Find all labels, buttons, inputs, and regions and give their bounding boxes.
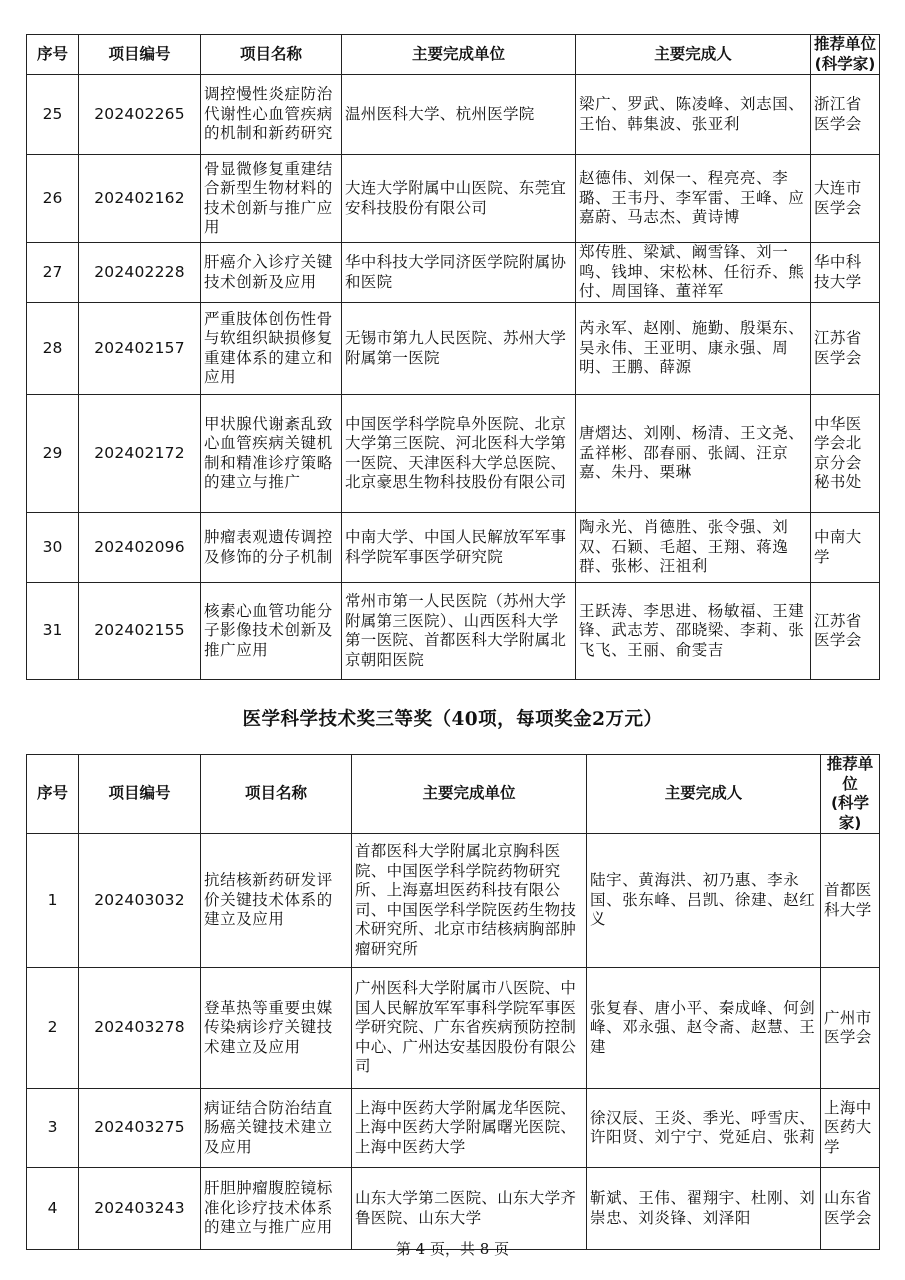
row-no: 2 [27, 968, 79, 1089]
row-unit: 中南大学、中国人民解放军军事科学院军事医学研究院 [342, 513, 576, 583]
table-row [27, 513, 880, 583]
row-code: 202402096 [79, 513, 201, 583]
row-people: 徐汉辰、王炎、季光、呼雪庆、许阳贤、刘宁宁、党延启、张莉 [587, 1089, 821, 1168]
row-code: 202403275 [79, 1089, 201, 1168]
row-no: 25 [27, 75, 79, 155]
row-name: 肝癌介入诊疗关键技术创新及应用 [201, 243, 342, 303]
award-table-third-class [26, 754, 880, 1250]
table-row [27, 834, 880, 968]
row-recommender: 中华医学会北京分会秘书处 [811, 395, 880, 513]
row-unit: 华中科技大学同济医学院附属协和医院 [342, 243, 576, 303]
row-unit: 大连大学附属中山医院、东莞宜安科技股份有限公司 [342, 155, 576, 243]
row-no: 4 [27, 1168, 79, 1250]
header-no: 序号 [27, 35, 79, 75]
row-people: 赵德伟、刘保一、程亮亮、李璐、王韦丹、李军雷、王峰、应嘉蔚、马志杰、黄诗博 [576, 155, 811, 243]
row-code: 202403243 [79, 1168, 201, 1250]
row-name: 调控慢性炎症防治代谢性心血管疾病的机制和新药研究 [201, 75, 342, 155]
row-no: 26 [27, 155, 79, 243]
row-unit: 中国医学科学院阜外医院、北京大学第三医院、河北医科大学第一医院、天津医科大学总医院、北京豪思生物科技股份有限公司 [342, 395, 576, 513]
header-name: 项目名称 [201, 35, 342, 75]
row-name: 甲状腺代谢紊乱致心血管疾病关键机制和精准诊疗策略的建立与推广 [201, 395, 342, 513]
row-code: 202403032 [79, 834, 201, 968]
header-recommender: 推荐单位 (科学家) [821, 755, 880, 834]
header-unit: 主要完成单位 [352, 755, 587, 834]
row-no: 31 [27, 583, 79, 680]
row-recommender: 江苏省医学会 [811, 583, 880, 680]
row-recommender: 江苏省医学会 [811, 303, 880, 395]
row-code: 202402172 [79, 395, 201, 513]
row-name: 病证结合防治结直肠癌关键技术建立及应用 [201, 1089, 352, 1168]
table-row [27, 243, 880, 303]
row-people: 王跃涛、李思进、杨敏福、王建锋、武志芳、邵晓梁、李莉、张飞飞、王丽、俞雯吉 [576, 583, 811, 680]
header-unit: 主要完成单位 [342, 35, 576, 75]
row-code: 202403278 [79, 968, 201, 1089]
row-code: 202402157 [79, 303, 201, 395]
row-people: 芮永军、赵刚、施勤、殷渠东、吴永伟、王亚明、康永强、周明、王鹏、薛源 [576, 303, 811, 395]
row-code: 202402265 [79, 75, 201, 155]
table-row [27, 75, 880, 155]
row-no: 3 [27, 1089, 79, 1168]
table-header-row [27, 35, 880, 75]
row-no: 30 [27, 513, 79, 583]
row-name: 骨显微修复重建结合新型生物材料的技术创新与推广应用 [201, 155, 342, 243]
row-no: 1 [27, 834, 79, 968]
row-people: 靳斌、王伟、翟翔宇、杜刚、刘崇忠、刘炎锋、刘泽阳 [587, 1168, 821, 1250]
row-name: 肿瘤表观遗传调控及修饰的分子机制 [201, 513, 342, 583]
row-name: 抗结核新药研发评价关键技术体系的建立及应用 [201, 834, 352, 968]
row-people: 陆宇、黄海洪、初乃惠、李永国、张东峰、吕凯、徐建、赵红义 [587, 834, 821, 968]
row-name: 肝胆肿瘤腹腔镜标准化诊疗技术体系的建立与推广应用 [201, 1168, 352, 1250]
row-code: 202402162 [79, 155, 201, 243]
page-footer: 第 4 页，共 8 页 [395, 1240, 510, 1258]
table-row [27, 583, 880, 680]
row-people: 唐熠达、刘刚、杨清、王文尧、孟祥彬、邵春丽、张阔、汪京嘉、朱丹、栗琳 [576, 395, 811, 513]
table-row [27, 303, 880, 395]
row-recommender: 山东省医学会 [821, 1168, 880, 1250]
award-table-second-class [26, 34, 880, 680]
row-no: 27 [27, 243, 79, 303]
row-name: 登革热等重要虫媒传染病诊疗关键技术建立及应用 [201, 968, 352, 1089]
header-no: 序号 [27, 755, 79, 834]
table-row [27, 155, 880, 243]
row-unit: 上海中医药大学附属龙华医院、上海中医药大学附属曙光医院、上海中医药大学 [352, 1089, 587, 1168]
row-no: 29 [27, 395, 79, 513]
row-people: 张复春、唐小平、秦成峰、何剑峰、邓永强、赵令斋、赵慧、王建 [587, 968, 821, 1089]
header-code: 项目编号 [79, 35, 201, 75]
row-recommender: 浙江省医学会 [811, 75, 880, 155]
row-recommender: 大连市医学会 [811, 155, 880, 243]
header-recommender: 推荐单位 (科学家) [811, 35, 880, 75]
row-recommender: 广州市医学会 [821, 968, 880, 1089]
row-code: 202402228 [79, 243, 201, 303]
header-people: 主要完成人 [587, 755, 821, 834]
row-recommender: 首都医科大学 [821, 834, 880, 968]
row-people: 郑传胜、梁斌、阚雪锋、刘一鸣、钱坤、宋松林、任衍乔、熊付、周国锋、董祥军 [576, 243, 811, 303]
table-row [27, 968, 880, 1089]
row-people: 陶永光、肖德胜、张令强、刘双、石颖、毛超、王翔、蒋逸群、张彬、汪祖利 [576, 513, 811, 583]
row-unit: 常州市第一人民医院（苏州大学附属第三医院）、山西医科大学第一医院、首都医科大学附属北京朝阳医院 [342, 583, 576, 680]
row-name: 核素心血管功能分子影像技术创新及推广应用 [201, 583, 342, 680]
row-recommender: 上海中医药大学 [821, 1089, 880, 1168]
row-people: 梁广、罗武、陈凌峰、刘志国、王怡、韩集波、张亚利 [576, 75, 811, 155]
row-name: 严重肢体创伤性骨与软组织缺损修复重建体系的建立和应用 [201, 303, 342, 395]
row-unit: 温州医科大学、杭州医学院 [342, 75, 576, 155]
row-code: 202402155 [79, 583, 201, 680]
header-name: 项目名称 [201, 755, 352, 834]
header-people: 主要完成人 [576, 35, 811, 75]
row-unit: 山东大学第二医院、山东大学齐鲁医院、山东大学 [352, 1168, 587, 1250]
row-unit: 无锡市第九人民医院、苏州大学附属第一医院 [342, 303, 576, 395]
table-row [27, 1089, 880, 1168]
row-unit: 广州医科大学附属市八医院、中国人民解放军军事科学院军事医学研究院、广东省疾病预防控制中心、广州达安基因股份有限公司 [352, 968, 587, 1089]
table-row [27, 395, 880, 513]
section-title: 医学科学技术奖三等奖（40项，每项奖金2万元） [242, 709, 663, 730]
row-unit: 首都医科大学附属北京胸科医院、中国医学科学院药物研究所、上海嘉坦医药科技有限公司、中国医学科学院医药生物技术研究所、北京市结核病胸部肿瘤研究所 [352, 834, 587, 968]
table-header-row [27, 755, 880, 834]
row-recommender: 华中科技大学 [811, 243, 880, 303]
header-code: 项目编号 [79, 755, 201, 834]
row-no: 28 [27, 303, 79, 395]
row-recommender: 中南大学 [811, 513, 880, 583]
